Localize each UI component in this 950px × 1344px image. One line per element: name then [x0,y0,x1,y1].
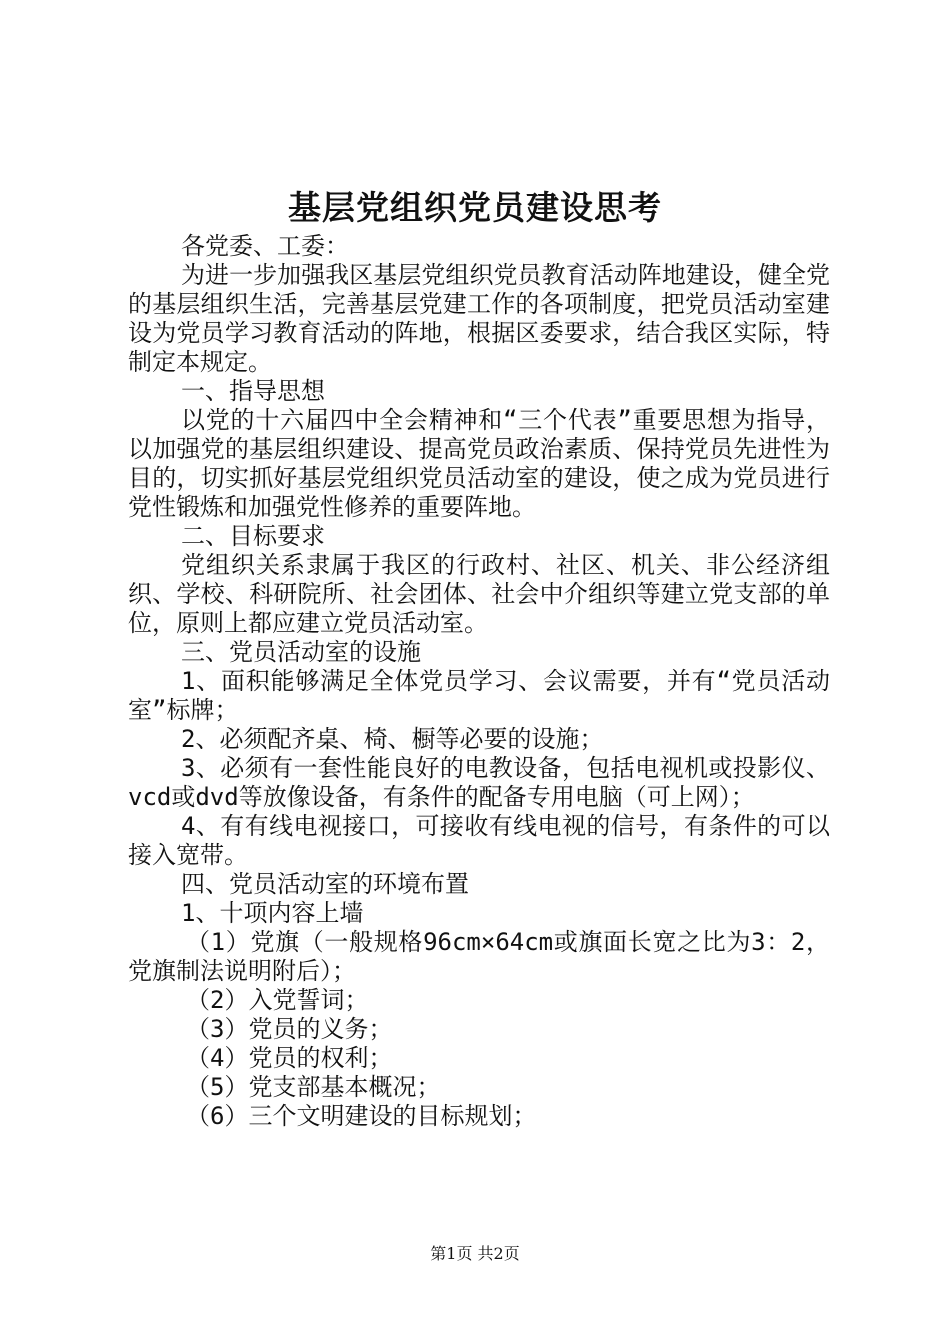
document-body [128,232,830,1131]
section-heading-goals: 二、目标要求 [181,522,325,550]
paragraph-intro: 为进一步加强我区基层党组织党员教育活动阵地建设，健全党的基层组织生活，完善基层党建工作的各项制度，把党员活动室建设为党员学习教育活动的阵地，根据区委要求，结合我区实际，特制定本规定。 [128,261,830,376]
list-item-facility-3: 3、必须有一套性能良好的电教设备，包括电视机或投影仪、vcd或dvd等放像设备，有条件的配备专用电脑（可上网）； [128,754,830,811]
list-item-facility-1: 1、面积能够满足全体党员学习、会议需要，并有“党员活动室”标牌； [128,667,830,724]
section-heading-guiding-thought: 一、指导思想 [181,377,325,405]
subsection-heading-wall-content: 1、十项内容上墙 [181,899,364,927]
section-heading-environment: 四、党员活动室的环境布置 [181,870,469,898]
paragraph-goals: 党组织关系隶属于我区的行政村、社区、机关、非公经济组织、学校、科研院所、社会团体、社会中介组织等建立党支部的单位，原则上都应建立党员活动室。 [128,551,830,637]
section-heading-facilities: 三、党员活动室的设施 [181,638,421,666]
list-item-wall-2: （2）入党誓词； [186,986,369,1014]
list-item-facility-2: 2、必须配齐桌、椅、橱等必要的设施； [181,725,604,753]
list-item-wall-6: （6）三个文明建设的目标规划； [186,1102,537,1130]
list-item-facility-4: 4、有有线电视接口，可接收有线电视的信号，有条件的可以接入宽带。 [128,812,830,869]
list-item-wall-3: （3）党员的义务； [186,1015,393,1043]
paragraph-guiding-thought: 以党的十六届四中全会精神和“三个代表”重要思想为指导，以加强党的基层组织建设、提高党员政治素质、保持党员先进性为目的，切实抓好基层党组织党员活动室的建设，使之成为党员进行党性锻炼和加强党性修养的重要阵地。 [128,406,830,521]
list-item-wall-4: （4）党员的权利； [186,1044,393,1072]
document-title: 基层党组织党员建设思考 [288,188,662,227]
list-item-wall-5: （5）党支部基本概况； [186,1073,441,1101]
page-number-footer: 第1页 共2页 [430,1244,520,1263]
list-item-wall-1: （1）党旗（一般规格96cm×64cm或旗面长宽之比为3：2，党旗制法说明附后）； [128,928,830,985]
paragraph-addressee: 各党委、工委： [181,232,349,260]
